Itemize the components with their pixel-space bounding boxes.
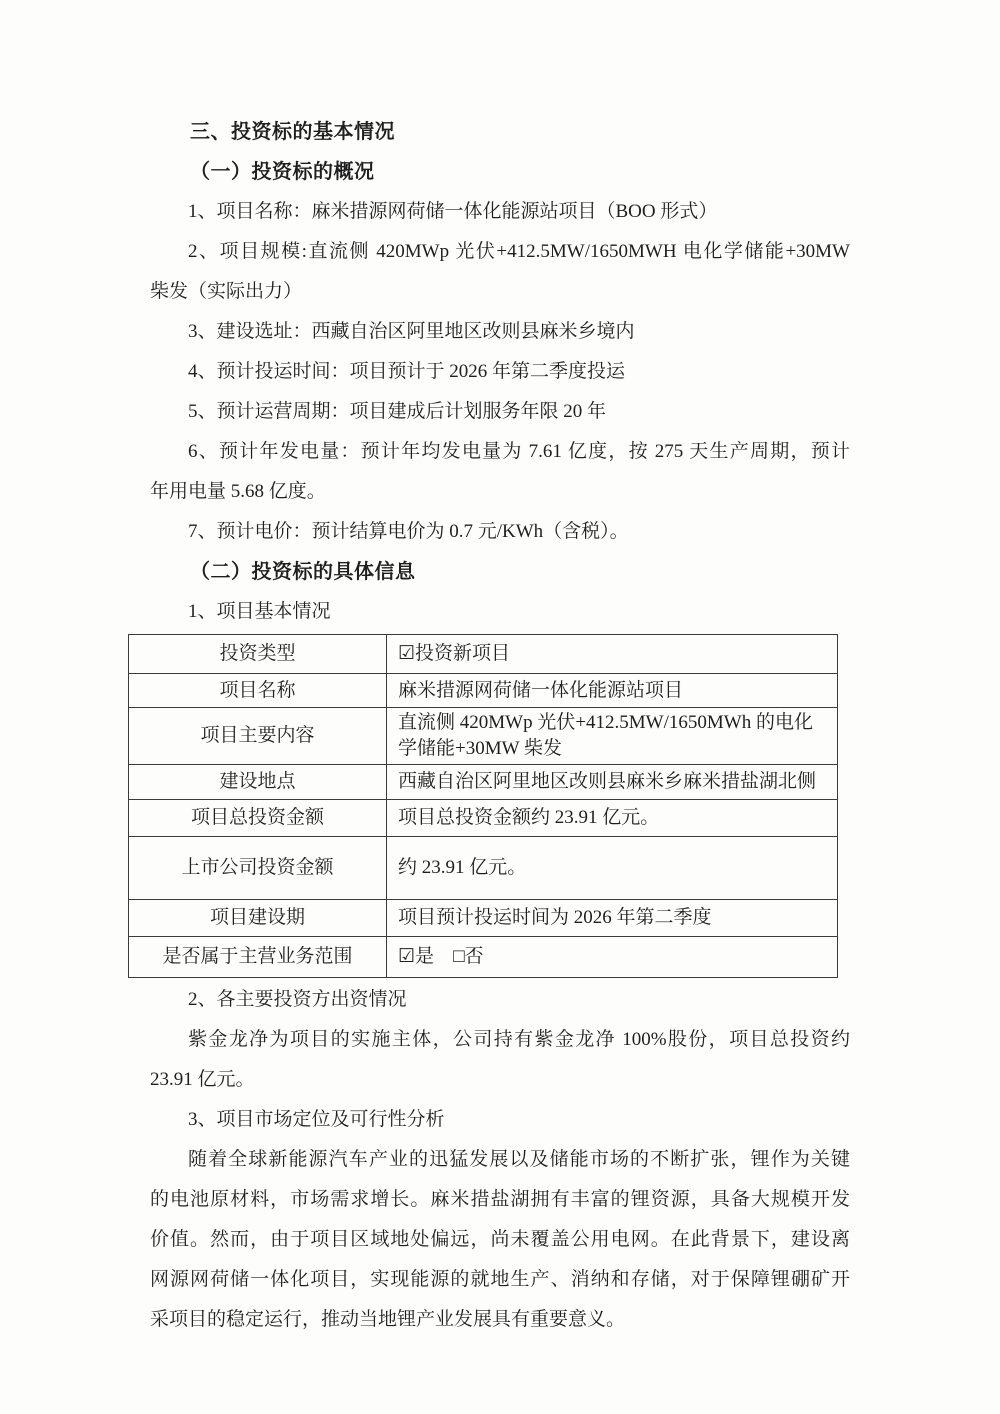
- row-label-cell: 项目建设期: [129, 900, 387, 937]
- row-label-cell: 建设地点: [129, 765, 387, 800]
- table-row: [129, 800, 838, 837]
- value-text: 是: [415, 946, 454, 967]
- paragraph: [150, 392, 850, 432]
- row-value-cell: [387, 837, 838, 900]
- text-line: 23.91 亿元。: [150, 1069, 255, 1090]
- text-line: 采项目的稳定运行，推动当地锂产业发展具有重要意义。: [150, 1309, 626, 1330]
- table-row: [129, 837, 838, 900]
- text-line: 7、预计电价：预计结算电价为 0.7 元/KWh（含税）。: [188, 521, 629, 542]
- text-line: 3、建设选址：西藏自治区阿里地区改则县麻米乡境内: [188, 321, 635, 342]
- row-value-cell: [387, 900, 838, 937]
- value-text: 项目总投资金额约 23.91 亿元。: [398, 807, 660, 828]
- table-row: [129, 765, 838, 800]
- row-label-cell: 项目主要内容: [129, 708, 387, 765]
- row-label-cell: 是否属于主营业务范围: [129, 937, 387, 978]
- value-text: 麻米措源网荷储一体化能源站项目: [398, 679, 684, 701]
- paragraph: [150, 312, 850, 352]
- paragraph: [150, 432, 850, 512]
- checkbox-unchecked-icon: □: [453, 946, 465, 967]
- text-line: 年用电量 5.68 亿度。: [150, 481, 326, 502]
- row-value-cell: [387, 765, 838, 800]
- row-label-cell: 项目总投资金额: [129, 800, 387, 837]
- text-line: 2、项目规模:直流侧 420MWp 光伏+412.5MW/1650MWH 电化学储能+30MW: [188, 241, 850, 262]
- value-text: 西藏自治区阿里地区改则县麻米乡麻米措盐湖北侧: [398, 771, 817, 792]
- row-value-cell: [387, 800, 838, 837]
- row-value-cell: [387, 674, 838, 708]
- text-line: 3、项目市场定位及可行性分析: [188, 1109, 445, 1130]
- table-row: [129, 708, 838, 765]
- table-row: [129, 635, 838, 674]
- row-value-cell: [387, 708, 838, 765]
- row-value-cell: [387, 937, 838, 978]
- paragraph: [150, 232, 850, 312]
- text-line: 紫金龙净为项目的实施主体，公司持有紫金龙净 100%股份，项目总投资约: [188, 1029, 850, 1050]
- paragraph: [150, 1020, 850, 1100]
- text-line: 网源网荷储一体化项目，实现能源的就地生产、消纳和存储，对于保障锂硼矿开: [150, 1269, 850, 1290]
- text-line: 6、预计年发电量：预计年均发电量为 7.61 亿度，按 275 天生产周期，预计: [188, 441, 850, 462]
- value-text: 约 23.91 亿元。: [398, 857, 527, 878]
- text-line: 1、项目基本情况: [188, 601, 331, 622]
- value-text: 项目预计投运时间为 2026 年第二季度: [398, 907, 712, 928]
- value-text: 投资新项目: [415, 643, 511, 664]
- paragraph: [150, 192, 850, 232]
- table-row: [129, 900, 838, 937]
- row-label-cell: 上市公司投资金额: [129, 837, 387, 900]
- text-line: 2、各主要投资方出资情况: [188, 989, 407, 1010]
- text-line: 价值。然而，由于项目区域地处偏远，尚未覆盖公用电网。在此背景下，建设离: [150, 1229, 850, 1250]
- section-heading: 三、投资标的基本情况: [190, 121, 395, 143]
- value-text: 否: [464, 946, 484, 967]
- project-info-table: [128, 634, 838, 978]
- paragraph: [150, 1140, 850, 1340]
- paragraph: [150, 980, 850, 1020]
- text-line: 的电池原材料，市场需求增长。麻米措盐湖拥有丰富的锂资源，具备大规模开发: [150, 1189, 850, 1210]
- section-heading: （二）投资标的具体信息: [190, 561, 416, 583]
- document-body: [150, 112, 850, 1340]
- paragraph: [150, 1100, 850, 1140]
- section-heading: （一）投资标的概况: [190, 161, 375, 183]
- paragraph: [150, 592, 850, 632]
- text-line: 随着全球新能源汽车产业的迅猛发展以及储能市场的不断扩张，锂作为关键: [188, 1149, 850, 1170]
- table-row: [129, 674, 838, 708]
- row-label-cell: 投资类型: [129, 635, 387, 674]
- paragraph: [150, 352, 850, 392]
- text-line: 4、预计投运时间：项目预计于 2026 年第二季度投运: [188, 361, 626, 382]
- text-line: 1、项目名称：麻米措源网荷储一体化能源站项目（BOO 形式）: [188, 201, 718, 222]
- value-text: 直流侧 420MWp 光伏+412.5MW/1650MWh 的电化学储能+30MW 柴发: [398, 712, 813, 759]
- row-label-cell: 项目名称: [129, 674, 387, 708]
- checkbox-checked-icon: ☑: [398, 946, 416, 967]
- row-value-cell: [387, 635, 838, 674]
- checkbox-checked-icon: ☑: [398, 643, 416, 664]
- table-row: [129, 937, 838, 978]
- text-line: 柴发（实际出力）: [150, 281, 303, 302]
- text-line: 5、预计运营周期：项目建成后计划服务年限 20 年: [188, 401, 607, 422]
- paragraph: [150, 512, 850, 552]
